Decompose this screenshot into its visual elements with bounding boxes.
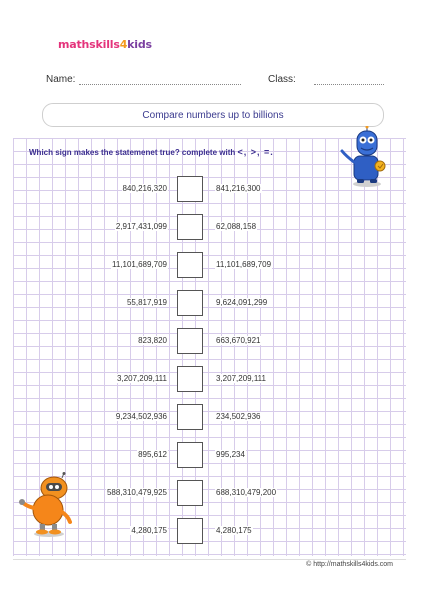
left-number: 11,101,689,709 — [111, 260, 167, 269]
left-number: 588,310,479,925 — [106, 488, 167, 497]
instruction-signs: <, >, =. — [237, 147, 274, 157]
blue-robot-mascot-icon — [340, 126, 394, 188]
class-label: Class: — [268, 74, 296, 85]
right-number: 995,234 — [216, 450, 245, 459]
logo-text-part2: 4 — [119, 38, 128, 51]
right-number: 62,088,158 — [216, 222, 257, 231]
comparison-row — [0, 404, 421, 432]
left-number: 840,216,320 — [122, 184, 167, 193]
answer-box[interactable] — [177, 366, 203, 392]
instruction — [29, 147, 274, 157]
answer-box[interactable] — [177, 328, 203, 354]
site-logo — [58, 38, 152, 51]
answer-box[interactable] — [177, 404, 203, 430]
right-number: 4,280,175 — [216, 526, 252, 535]
right-number: 841,216,300 — [216, 184, 261, 193]
name-class-row — [46, 74, 386, 90]
answer-box[interactable] — [177, 252, 203, 278]
left-number: 55,817,919 — [126, 298, 167, 307]
left-number: 823,820 — [138, 336, 167, 345]
comparison-row — [0, 252, 421, 280]
left-number: 895,612 — [138, 450, 167, 459]
right-number: 234,502,936 — [216, 412, 261, 421]
class-field-line[interactable] — [314, 84, 384, 85]
answer-box[interactable] — [177, 518, 203, 544]
worksheet-title — [42, 103, 384, 127]
right-number: 663,670,921 — [216, 336, 261, 345]
comparison-row — [0, 214, 421, 242]
answer-box[interactable] — [177, 480, 203, 506]
left-number: 4,280,175 — [131, 526, 167, 535]
footer-copyright: © http://mathskills4kids.com — [306, 561, 393, 568]
left-number: 9,234,502,936 — [115, 412, 167, 421]
answer-box[interactable] — [177, 442, 203, 468]
logo-text-part3: kids — [127, 38, 152, 51]
left-number: 2,917,431,099 — [115, 222, 167, 231]
name-field-line[interactable] — [79, 84, 241, 85]
answer-box[interactable] — [177, 290, 203, 316]
comparison-row — [0, 328, 421, 356]
footer-divider — [13, 559, 406, 560]
right-number: 688,310,479,200 — [216, 488, 277, 497]
answer-box[interactable] — [177, 176, 203, 202]
worksheet-title-text: Compare numbers up to billions — [142, 109, 284, 121]
answer-box[interactable] — [177, 214, 203, 240]
right-number: 3,207,209,111 — [216, 374, 266, 383]
right-number: 9,624,091,299 — [216, 298, 268, 307]
instruction-text: Which sign makes the statemenet true? complete with — [29, 148, 236, 157]
comparison-row — [0, 366, 421, 394]
logo-text-part1: mathskills — [58, 38, 120, 51]
comparison-row — [0, 442, 421, 470]
right-number: 11,101,689,709 — [216, 260, 272, 269]
name-label: Name: — [46, 74, 76, 85]
comparison-row — [0, 290, 421, 318]
orange-robot-mascot-icon — [18, 472, 80, 538]
left-number: 3,207,209,111 — [117, 374, 167, 383]
